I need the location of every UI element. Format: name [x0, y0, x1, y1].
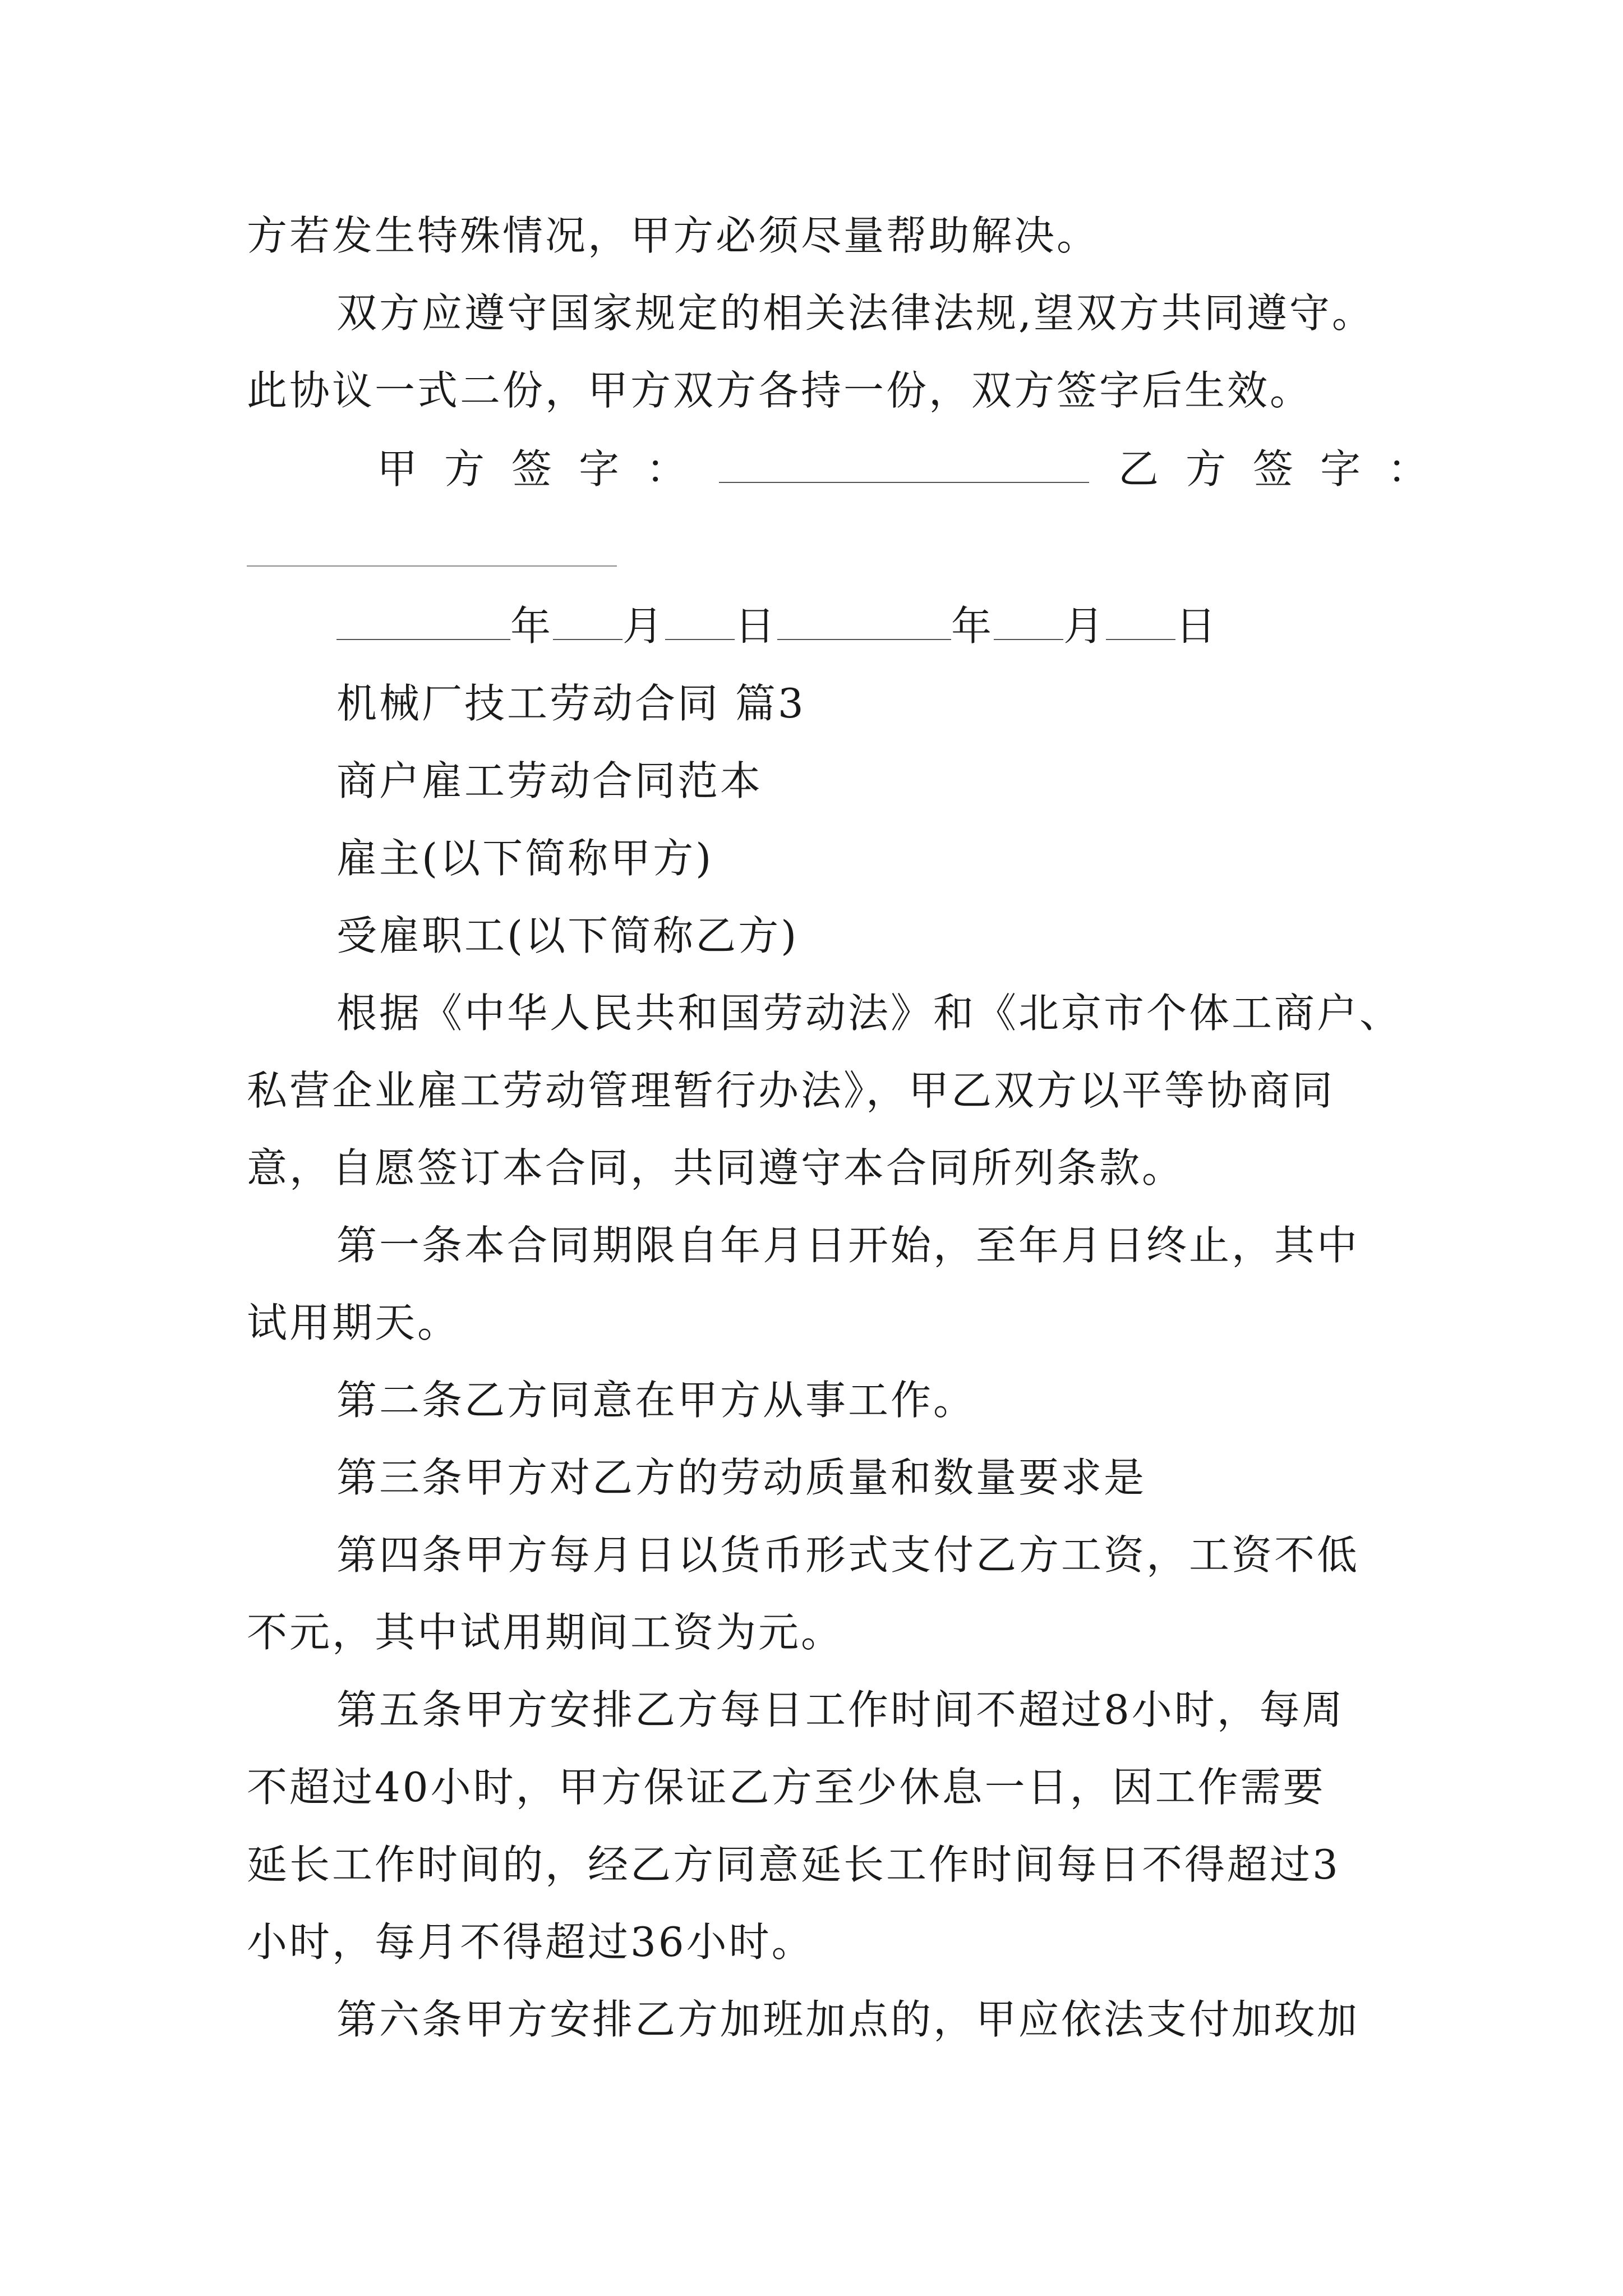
- paragraph-line: 受雇职工(以下简称乙方): [336, 912, 799, 959]
- paragraph-line: 延长工作时间的，经乙方同意延长工作时间每日不得超过3: [247, 1841, 1340, 1888]
- party-b-signature-blank: [247, 565, 617, 567]
- paragraph-line: 双方应遵守国家规定的相关法律法规,望双方共同遵守。: [336, 289, 1375, 337]
- month-blank: [994, 603, 1063, 640]
- signature-line: [377, 441, 1455, 497]
- contract-title: 商户雇工劳动合同范本: [336, 757, 763, 804]
- paragraph-line: 此协议一式二份，甲方双方各持一份，双方签字后生效。: [247, 367, 1313, 414]
- day-label: 日: [735, 602, 778, 650]
- month-blank: [553, 603, 623, 640]
- month-label: 月: [623, 602, 666, 650]
- party-a-signature-label: 甲方签字：: [377, 445, 714, 493]
- paragraph-line: 第六条甲方安排乙方加班加点的，甲应依法支付加玫加: [336, 1996, 1360, 2043]
- paragraph-line: 第三条甲方对乙方的劳动质量和数量要求是: [336, 1454, 1147, 1501]
- paragraph-line: 雇主(以下简称甲方): [336, 835, 714, 882]
- day-label: 日: [1175, 602, 1219, 650]
- paragraph-line: 不超过40小时，甲方保证乙方至少休息一日，因工作需要: [247, 1764, 1326, 1811]
- year-blank: [777, 603, 951, 640]
- month-label: 月: [1063, 602, 1106, 650]
- year-label: 年: [510, 602, 554, 650]
- day-blank: [665, 603, 735, 640]
- paragraph-line: 根据《中华人民共和国劳动法》和《北京市个体工商户、: [336, 990, 1403, 1037]
- party-a-signature-blank: [719, 446, 1089, 483]
- paragraph-line: 私营企业雇工劳动管理暂行办法》，甲乙双方以平等协商同: [247, 1067, 1335, 1114]
- party-b-signature-label: 乙方签字：: [1118, 445, 1455, 493]
- year-label: 年: [951, 602, 994, 650]
- day-blank: [1106, 603, 1175, 640]
- year-blank: [336, 603, 510, 640]
- date-line: [336, 598, 1218, 654]
- paragraph-line: 方若发生特殊情况，甲方必须尽量帮助解决。: [247, 212, 1100, 259]
- paragraph-line: 不元，其中试用期间工资为元。: [247, 1609, 844, 1656]
- paragraph-line: 意，自愿签订本合同，共同遵守本合同所列条款。: [247, 1144, 1185, 1191]
- paragraph-line: 小时，每月不得超过36小时。: [247, 1918, 814, 1966]
- section-heading: 机械厂技工劳动合同 篇3: [336, 680, 806, 727]
- paragraph-line: 试用期天。: [247, 1299, 460, 1346]
- paragraph-line: 第二条乙方同意在甲方从事工作。: [336, 1377, 976, 1424]
- paragraph-line: 第五条甲方安排乙方每日工作时间不超过8小时，每周: [336, 1686, 1345, 1733]
- paragraph-line: 第一条本合同期限自年月日开始，至年月日终止，其中: [336, 1222, 1360, 1269]
- paragraph-line: 第四条甲方每月日以货币形式支付乙方工资，工资不低: [336, 1531, 1360, 1579]
